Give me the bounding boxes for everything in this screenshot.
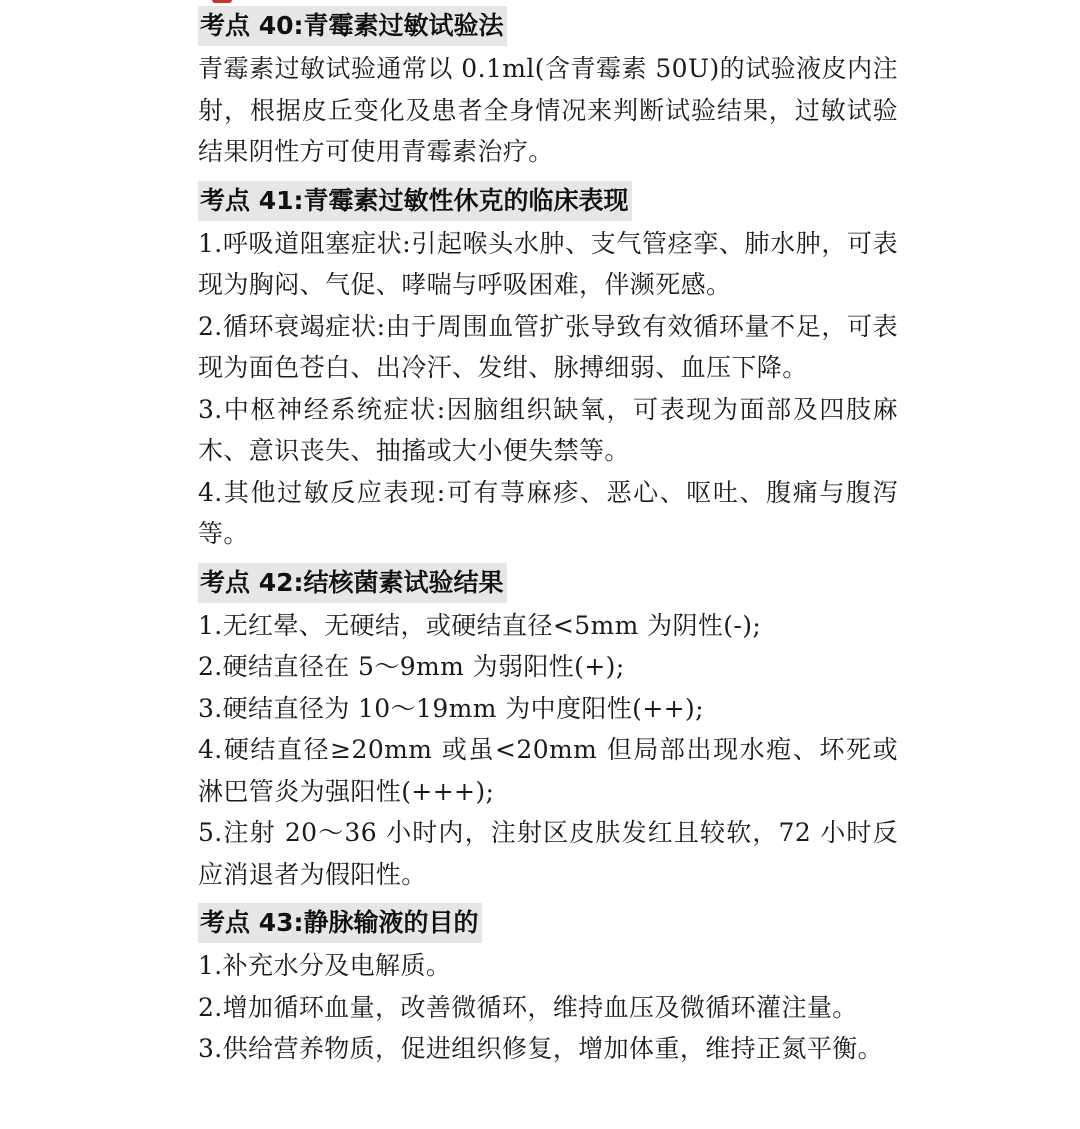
document-page — [198, 6, 898, 1078]
section-42 — [198, 563, 898, 896]
list-item: 3.硬结直径为 10～19mm 为中度阳性(++); — [198, 693, 705, 723]
list-item: 3.供给营养物质，促进组织修复，增加体重，维持正氮平衡。 — [198, 1034, 884, 1063]
list-item: 2.循环衰竭症状:由于周围血管扩张导致有效循环量不足，可表现为面色苍白、出冷汗、发绀、脉搏细弱、血压下降。 — [198, 311, 898, 382]
section-heading: 考点 40:青霉素过敏试验法 — [198, 6, 507, 46]
list-item: 2.硬结直径在 5～9mm 为弱阳性(+); — [198, 652, 625, 681]
section-40 — [198, 6, 898, 173]
section-heading: 考点 41:青霉素过敏性休克的临床表现 — [198, 181, 632, 221]
top-edge-mark — [212, 0, 232, 3]
list-item: 4.其他过敏反应表现:可有荨麻疹、恶心、呕吐、腹痛与腹泻等。 — [198, 477, 898, 548]
list-item: 4.硬结直径≥20mm 或虽<20mm 但局部出现水疱、坏死或淋巴管炎为强阳性(+++); — [198, 735, 898, 806]
list-item: 1.无红晕、无硬结，或硬结直径<5mm 为阴性(-); — [198, 610, 762, 640]
list-item: 3.中枢神经系统症状:因脑组织缺氧，可表现为面部及四肢麻木、意识丧失、抽搐或大小便失禁等。 — [198, 394, 898, 465]
list-item: 5.注射 20～36 小时内，注射区皮肤发红且较软，72 小时反应消退者为假阳性。 — [198, 818, 898, 889]
section-heading: 考点 42:结核菌素试验结果 — [198, 563, 507, 603]
section-41 — [198, 181, 898, 555]
section-43 — [198, 903, 898, 1070]
paragraph: 青霉素过敏试验通常以 0.1ml(含青霉素 50U)的试验液皮内注射，根据皮丘变化及患者全身情况来判断试验结果，过敏试验结果阴性方可使用青霉素治疗。 — [198, 54, 898, 166]
list-item: 2.增加循环血量，改善微循环，维持血压及微循环灌注量。 — [198, 992, 858, 1022]
section-heading: 考点 43:静脉输液的目的 — [198, 903, 482, 943]
list-item: 1.补充水分及电解质。 — [198, 951, 452, 980]
list-item: 1.呼吸道阻塞症状:引起喉头水肿、支气管痉挛、肺水肿，可表现为胸闷、气促、哮喘与呼吸困难，伴濒死感。 — [198, 228, 898, 299]
